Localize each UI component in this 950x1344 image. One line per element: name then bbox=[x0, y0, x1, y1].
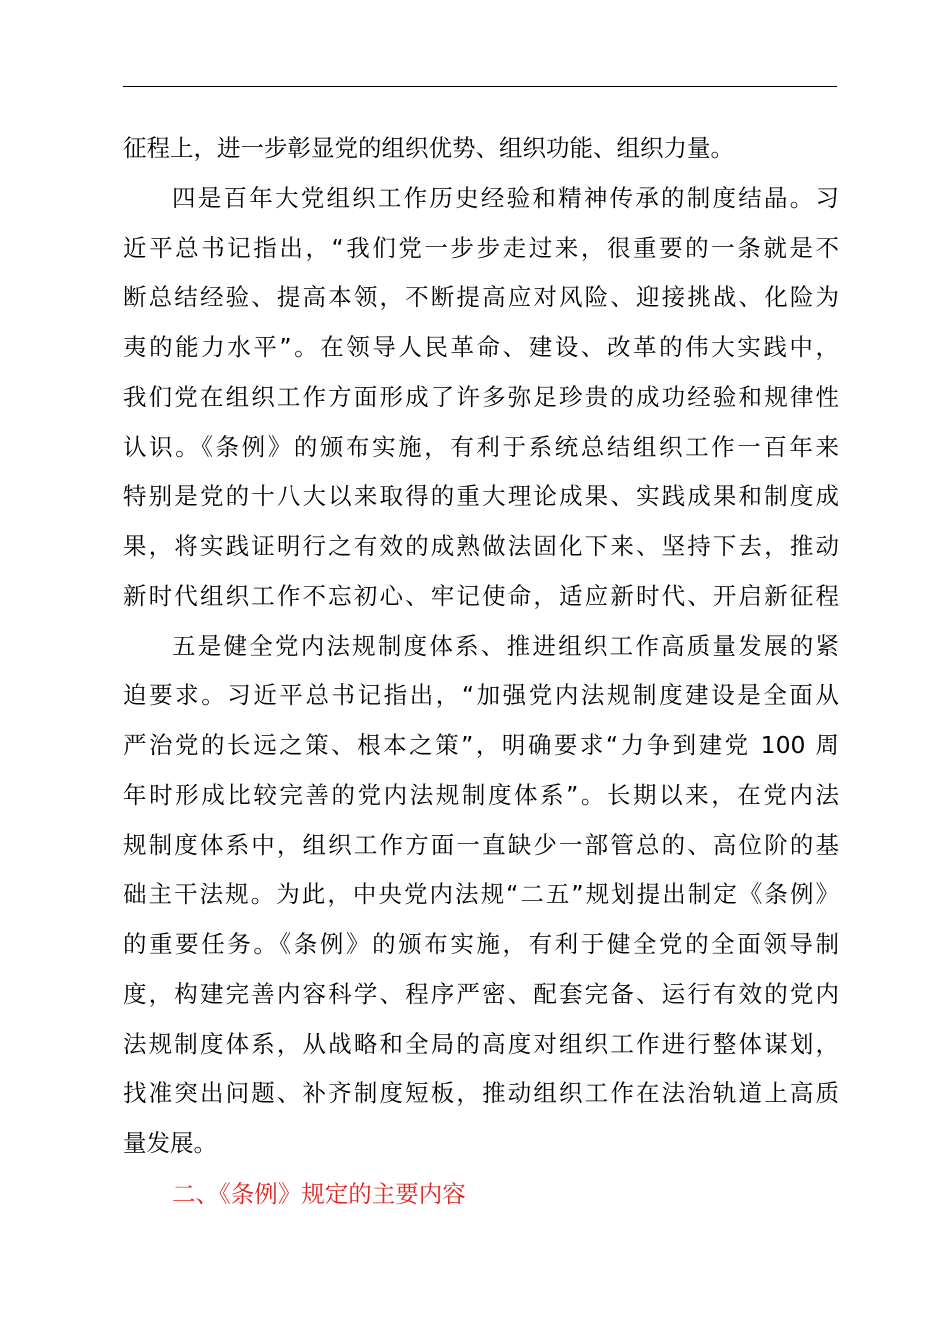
text-line-17: 的重要任务。《条例》的颁布实施，有利于健全党的全面领导制 bbox=[123, 930, 839, 958]
text-line-11: 五是健全党内法规制度体系、推进组织工作高质量发展的紧 bbox=[172, 632, 839, 660]
text-line-14: 年时形成比较完善的党内法规制度体系”。长期以来，在党内法 bbox=[123, 781, 839, 809]
text-line-3: 近平总书记指出，“我们党一步步走过来，很重要的一条就是不 bbox=[123, 234, 839, 262]
text-line-1: 征程上，进一步彰显党的组织优势、组织功能、组织力量。 bbox=[123, 134, 734, 162]
text-line-15: 规制度体系中，组织工作方面一直缺少一部管总的、高位阶的基 bbox=[123, 831, 839, 859]
header-rule bbox=[123, 86, 837, 87]
text-line-4: 断总结经验、提高本领，不断提高应对风险、迎接挑战、化险为 bbox=[123, 283, 839, 311]
section-heading: 二、《条例》规定的主要内容 bbox=[172, 1180, 466, 1208]
text-line-10: 新时代组织工作不忘初心、牢记使命，适应新时代、开启新征程 bbox=[123, 582, 839, 610]
text-line-6: 我们党在组织工作方面形成了许多弥足珍贵的成功经验和规律性 bbox=[123, 383, 839, 411]
text-line-16: 础主干法规。为此，中央党内法规“二五”规划提出制定《条例》 bbox=[123, 880, 839, 908]
text-line-19: 法规制度体系，从战略和全局的高度对组织工作进行整体谋划， bbox=[123, 1030, 839, 1058]
text-line-9: 果，将实践证明行之有效的成熟做法固化下来、坚持下去，推动 bbox=[123, 532, 839, 560]
text-line-21: 量发展。 bbox=[123, 1129, 217, 1157]
text-line-12: 迫要求。习近平总书记指出，“加强党内法规制度建设是全面从 bbox=[123, 681, 839, 709]
text-line-2: 四是百年大党组织工作历史经验和精神传承的制度结晶。习 bbox=[172, 184, 839, 212]
text-line-13: 严治党的长远之策、根本之策”，明确要求“力争到建党 100 周 bbox=[123, 731, 839, 759]
text-line-5: 夷的能力水平”。在领导人民革命、建设、改革的伟大实践中， bbox=[123, 333, 839, 361]
text-line-8: 特别是党的十八大以来取得的重大理论成果、实践成果和制度成 bbox=[123, 482, 839, 510]
text-line-7: 认识。《条例》的颁布实施，有利于系统总结组织工作一百年来 bbox=[123, 433, 839, 461]
text-line-20: 找准突出问题、补齐制度短板，推动组织工作在法治轨道上高质 bbox=[123, 1079, 839, 1107]
text-line-18: 度，构建完善内容科学、程序严密、配套完备、运行有效的党内 bbox=[123, 980, 839, 1008]
